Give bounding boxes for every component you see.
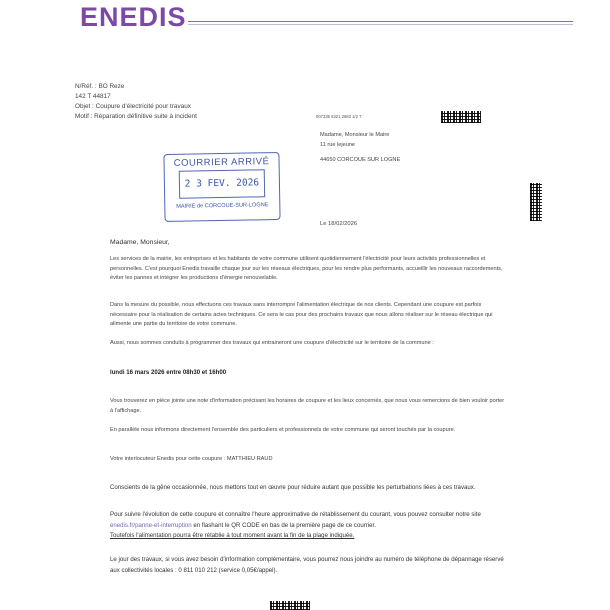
- stamp-date: 2 3 FEV. 2026: [179, 169, 265, 198]
- recipient-street: 11 rue lejeune: [320, 141, 356, 148]
- received-mail-stamp: [163, 152, 280, 222]
- restoration-notice: Toutefois l'alimentation pourra être rétablie à tout moment avant la fin de la plage indiquée.: [110, 532, 355, 539]
- recipient-city: 44650 CORCOUE SUR LOGNE: [320, 157, 401, 163]
- recipient-name: Madame, Monsieur le Maire: [320, 132, 390, 138]
- contact-line: Votre interlocuteur Enedis pour cette coupure : MATTHIEU RAUD: [110, 456, 273, 462]
- body-paragraph: Vous trouverez en pièce jointe une note d'information précisant les horaires de coupure et les lieux concernés, que nous vous remercions de bien vouloir porter à l'affichage.: [110, 398, 505, 414]
- tracking-paragraph: [110, 510, 515, 542]
- footer-qr-code-icon: [270, 601, 310, 610]
- side-barcode-icon: [530, 183, 542, 221]
- body-paragraph: Conscients de la gêne occasionnée, nous mettons tout en œuvre pour réduire autant que possible les perturbations liées à ces travaux.: [110, 484, 476, 491]
- reference-line: 142 T 44817: [75, 93, 111, 100]
- body-paragraph: En parallèle nous informons directement l'ensemble des particuliers et professionnels de votre commune qui seront touchés par la coupure.: [110, 427, 456, 433]
- reference-line: N/Réf. : BO Reze: [75, 83, 125, 90]
- subject-line: Objet : Coupure d'électricité pour travaux: [75, 103, 191, 110]
- outage-date: lundi 16 mars 2026 entre 08h30 et 16h00: [110, 369, 227, 376]
- reference-block: [75, 82, 197, 122]
- salutation: Madame, Monsieur,: [110, 239, 170, 246]
- tracking-text: Pour suivre l'évolution de cette coupure et connaître l'heure approximative de rétablissement du courant, vous pouvez consulter notre site: [110, 511, 481, 518]
- enedis-logo: ENEDIS: [80, 2, 187, 32]
- body-paragraph: Le jour des travaux, si vous avez besoin d'information complémentaire, vous pourrez nous joindre au numéro de téléphone de dépannage réservé aux collectivités locales : 0 811 010 212 (service 0,05€/appel).: [110, 556, 504, 574]
- stamp-footer: MAIRIE de CORCOUE-SUR-LOGNE: [176, 202, 269, 210]
- body-paragraph: Aussi, nous sommes conduits à programmer des travaux qui entraineront une coupure d'électricité sur le territoire de la commune :: [110, 340, 434, 346]
- body-paragraph: Dans la mesure du possible, nous effectuons ces travaux sans interrompre l'alimentation électrique de nos clients. Cependant une coupure est parfois nécessaire pour la réalisation de certains actes techniques. Ce sera le cas pour des prochains travaux que nous allons réaliser sur le réseau électrique qui alimente une partie du territoire de votre commune.: [110, 302, 493, 328]
- stamp-title: COURRIER ARRIVÉ: [173, 156, 270, 169]
- header-divider-secondary: [188, 24, 573, 25]
- datamatrix-barcode-icon: [441, 111, 481, 123]
- header-divider: [188, 21, 573, 22]
- letter-date: Le 18/02/2026: [320, 221, 358, 227]
- reason-line: Motif : Réparation définitive suite à incident: [75, 113, 197, 120]
- tracking-text: en flashant le QR CODE en bas de la première page de ce courrier.: [191, 521, 376, 529]
- outage-tracking-link[interactable]: enedis.fr/panne-et-interruption: [110, 521, 192, 529]
- recipient-address: [320, 131, 400, 166]
- body-paragraph: Les services de la mairie, les entreprises et les habitants de votre commune utilisent quotidiennement l'électricité pour leurs activités professionnelles et personnelles. C'est pourquoi Enedis travaille chaque jour sur les réseaux électriques, pour les rendre plus performants, accueillir les nouveaux raccordements, éviter les pannes et intégrer les productions d'énergie renouvelable.: [110, 256, 503, 282]
- mail-tracking-code: 007335 6321 2683 1/2 7: [316, 114, 362, 119]
